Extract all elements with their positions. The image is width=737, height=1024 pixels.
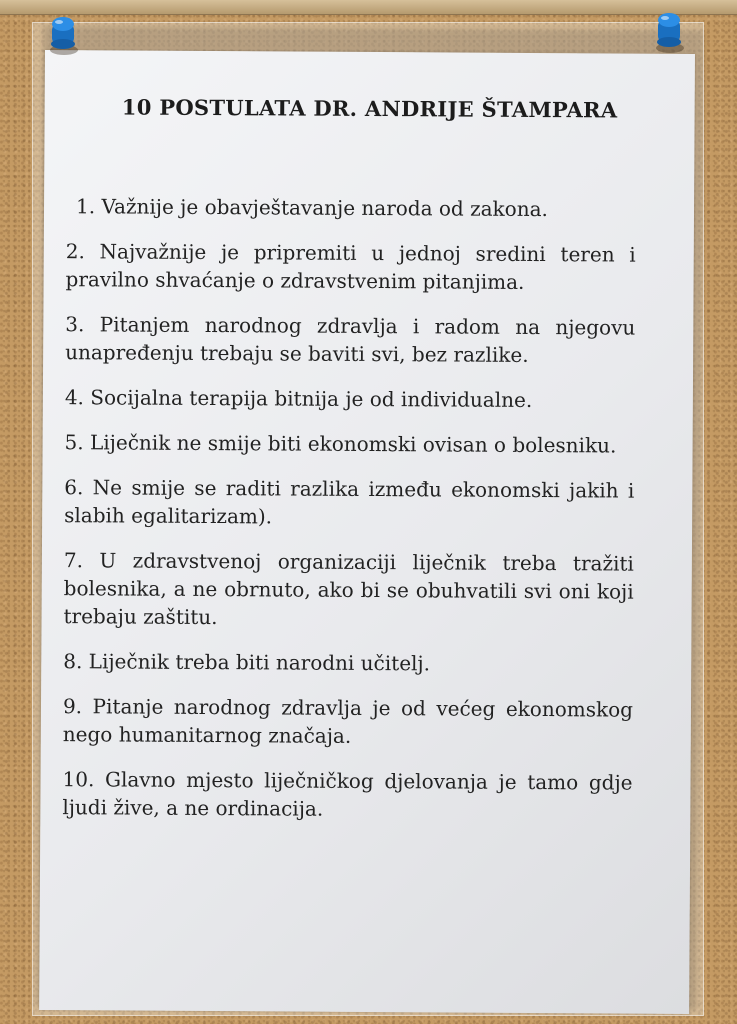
- postulate-item: 4. Socijalna terapija bitnija je od individualne.: [64, 385, 533, 412]
- postulate-item: 3. Pitanjem narodnog zdravlja i radom na njegovu unapređenju trebaju se baviti svi, bez razlike.: [65, 312, 636, 367]
- postulate-item: 8. Liječnik treba biti narodni učitelj.: [63, 649, 431, 676]
- push-pin-icon: [648, 8, 678, 38]
- board-frame: [0, 0, 737, 15]
- postulate-item: 10. Glavno mjesto liječničkog djelovanja je tamo gdje ljudi žive, a ne ordinacija.: [62, 767, 633, 821]
- postulate-item: 6. Ne smije se raditi razlika između ekonomski jakih i slabih egalitarizam).: [64, 475, 635, 529]
- push-pin-icon: [44, 10, 74, 40]
- postulate-item: 7. U zdravstvenoj organizaciji liječnik treba tražiti bolesnika, a ne obrnuto, ako bi se obuhvatili svi oni koji trebaju zaštitu.: [63, 548, 634, 630]
- postulate-item: 1. Važnije je obavještavanje naroda od zakona.: [75, 194, 548, 222]
- postulate-item: 9. Pitanje narodnog zdravlja je od većeg ekonomskog nego humanitarnog značaja.: [62, 694, 634, 748]
- sheet-title: 10 POSTULATA DR. ANDRIJE ŠTAMPARA: [121, 94, 618, 123]
- postulate-item: 2. Najvažnije je pripremiti u jednoj sredini teren i pravilno shvaćanje o zdravstvenim pitanjima.: [65, 239, 636, 294]
- postulates-list: [62, 192, 636, 841]
- postulate-item: 5. Liječnik ne smije biti ekonomski ovisan o bolesniku.: [64, 430, 617, 458]
- notice-sheet: [39, 50, 695, 1014]
